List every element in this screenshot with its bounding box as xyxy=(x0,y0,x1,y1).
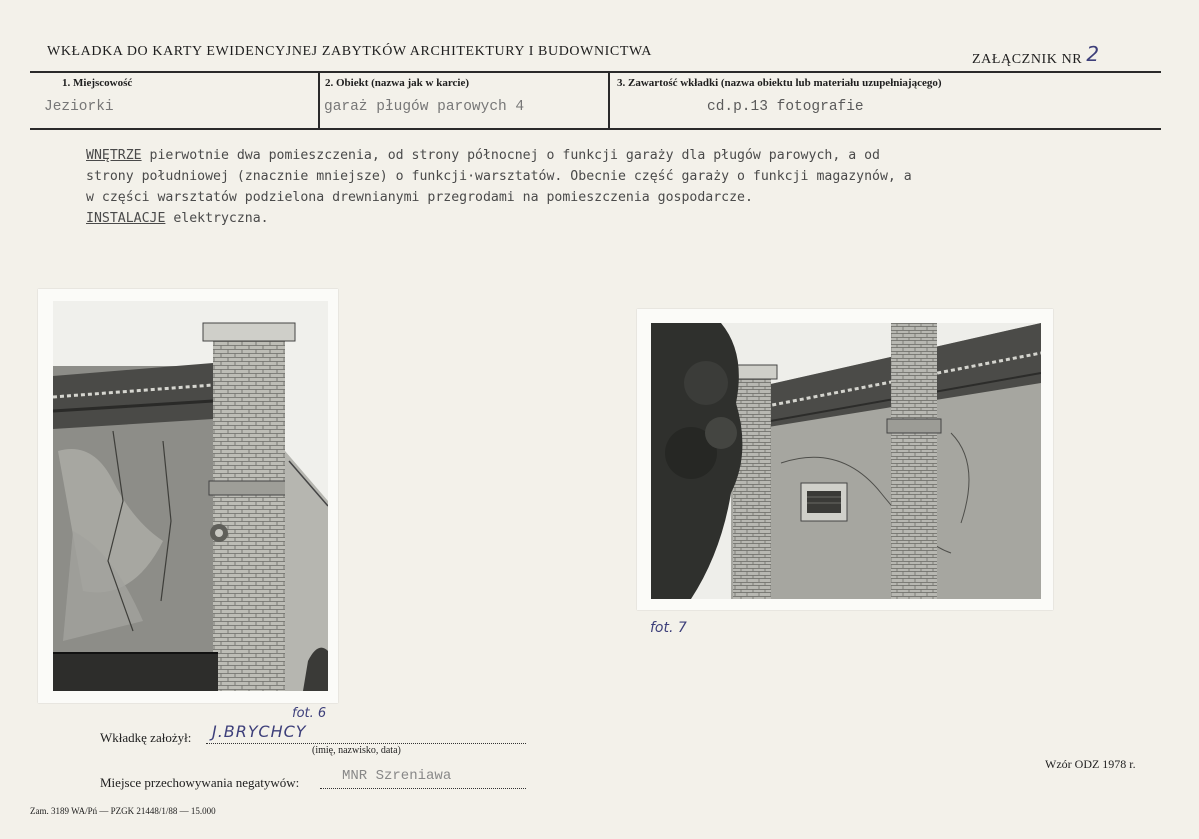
negatives-label: Miejsce przechowywania negatywów: xyxy=(100,775,300,790)
locality-value: Jeziorki xyxy=(44,99,114,115)
install-line xyxy=(86,208,1166,229)
photo-7-caption: fot. 7 xyxy=(650,620,687,636)
field-divider-1 xyxy=(318,71,320,129)
object-label: 2. Obiekt (nazwa jak w karcie) xyxy=(325,77,470,89)
founder-label: Wkładkę założył: xyxy=(100,730,192,745)
founder-dotline xyxy=(206,743,526,744)
interior-heading: WNĘTRZE xyxy=(86,148,142,163)
locality-label: 1. Miejscowość xyxy=(62,77,133,89)
order-note: Zam. 3189 WA/Pń — PZGK 21448/1/88 — 15.000 xyxy=(30,806,216,816)
annex-label-text: ZAŁĄCZNIK NR xyxy=(972,52,1083,67)
interior-line-3: w części warsztatów podzielona drewnianymi przegrodami na pomieszczenia gospodarcze. xyxy=(86,190,753,205)
field-divider-2 xyxy=(608,71,610,129)
photo-7-image xyxy=(651,323,1041,599)
content-label: 3. Zawartość wkładki (nazwa obiektu lub materiału uzupełniającego) xyxy=(617,77,942,89)
form-title: WKŁADKA DO KARTY EWIDENCYJNEJ ZABYTKÓW ARCHITEKTURY I BUDOWNICTWA xyxy=(47,44,652,59)
photo-6-frame xyxy=(38,289,338,703)
interior-text-1: pierwotnie dwa pomieszczenia, od strony północnej o funkcji garaży dla pługów parowych, a od xyxy=(141,148,880,163)
interior-line-1 xyxy=(86,145,1166,166)
install-text: elektryczna. xyxy=(165,211,269,226)
interior-line-2: strony południowej (znacznie mniejsze) o funkcji·warsztatów. Obecnie część garaży o funkcji magazynów, a xyxy=(86,169,912,184)
photo-6-caption: fot. 6 xyxy=(292,706,327,721)
annex-label xyxy=(972,44,1100,68)
founder-hint: (imię, nazwisko, data) xyxy=(312,745,401,756)
photo-7 xyxy=(651,323,1041,599)
description-block xyxy=(86,145,1166,229)
negatives-dotline xyxy=(320,788,526,789)
model-note: Wzór ODZ 1978 r. xyxy=(1045,757,1136,771)
install-heading: INSTALACJE xyxy=(86,211,166,226)
photo-6 xyxy=(53,301,328,691)
founder-value: J.BRYCHCY xyxy=(212,722,307,741)
photo-7-frame xyxy=(637,309,1053,610)
negatives-value: MNR Szreniawa xyxy=(342,768,452,784)
object-value: garaż pługów parowych 4 xyxy=(324,99,525,115)
content-value: cd.p.13 fotografie xyxy=(707,99,864,115)
annex-number: 2 xyxy=(1086,42,1100,66)
header-rule-top xyxy=(30,71,1161,73)
header-rule-bottom xyxy=(30,128,1161,130)
photo-6-image xyxy=(53,301,328,691)
